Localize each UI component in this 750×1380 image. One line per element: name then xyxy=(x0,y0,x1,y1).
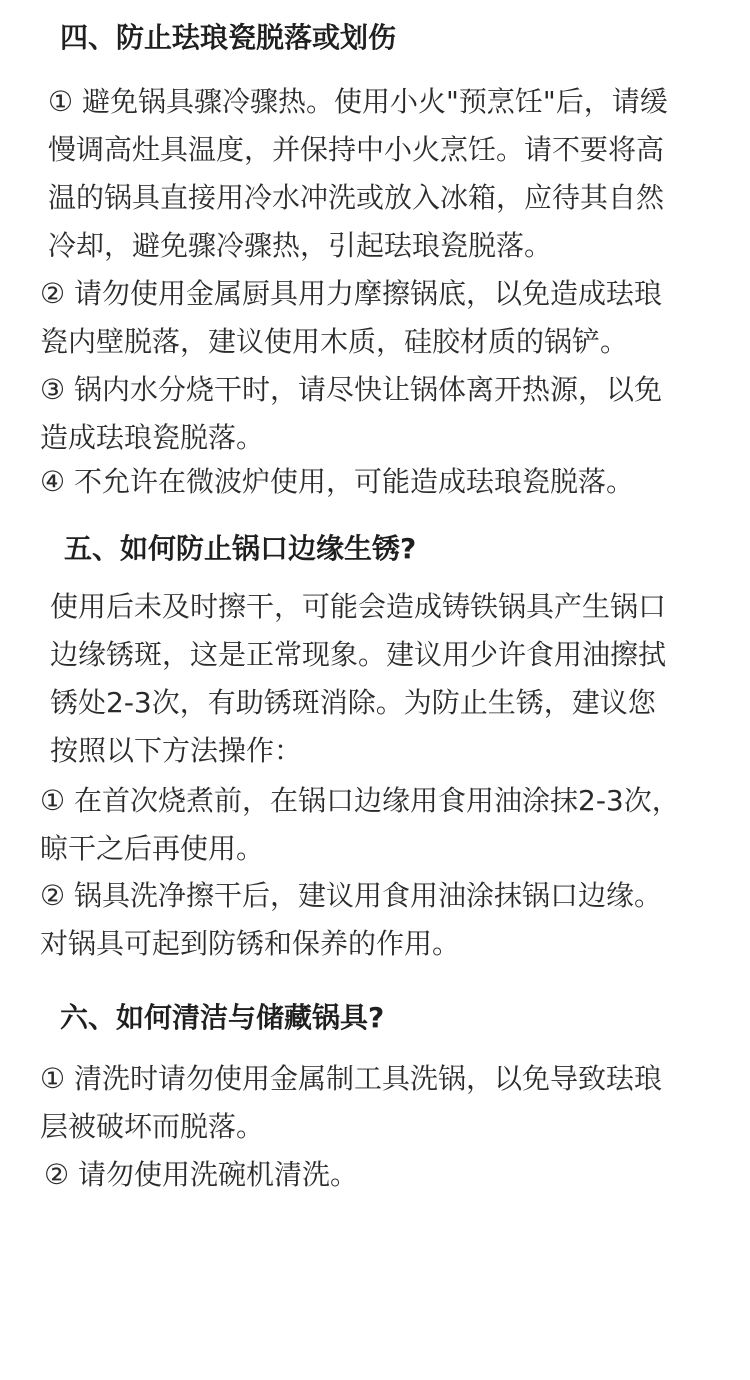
section-6-item-2 xyxy=(44,1151,358,1199)
text-line: ① 避免锅具骤冷骤热。使用小火"预烹饪"后，请缓 xyxy=(48,85,668,118)
text-line: 层被破坏而脱落。 xyxy=(40,1110,265,1143)
text-line: 边缘锈斑，这是正常现象。建议用少许食用油擦拭 xyxy=(50,638,667,671)
section-6-heading: 六、如何清洁与储藏锅具? xyxy=(60,1001,385,1034)
text-line: 瓷内壁脱落，建议使用木质，硅胶材质的锅铲。 xyxy=(40,325,629,358)
text-line: 晾干之后再使用。 xyxy=(40,832,265,865)
section-4-item-2 xyxy=(40,270,662,366)
text-line: 造成珐琅瓷脱落。 xyxy=(40,421,265,454)
section-5-item-1 xyxy=(40,777,680,873)
section-4-item-4 xyxy=(40,458,634,506)
text-line: 对锅具可起到防锈和保养的作用。 xyxy=(40,927,461,960)
section-6-item-1 xyxy=(40,1055,662,1151)
text-line: ② 请勿使用洗碗机清洗。 xyxy=(44,1158,359,1191)
text-line: ① 在首次烧煮前，在锅口边缘用食用油涂抹2-3次， xyxy=(40,784,680,817)
text-line: ② 锅具洗净擦干后，建议用食用油涂抹锅口边缘。 xyxy=(40,879,663,912)
text-line: ② 请勿使用金属厨具用力摩擦锅底，以免造成珐琅 xyxy=(40,277,663,310)
section-5-item-2 xyxy=(40,872,662,968)
text-line: 慢调高灶具温度，并保持中小火烹饪。请不要将高 xyxy=(48,133,665,166)
text-line: 使用后未及时擦干，可能会造成铸铁锅具产生锅口 xyxy=(50,590,667,623)
section-5-intro xyxy=(50,583,666,775)
text-line: 温的锅具直接用冷水冲洗或放入冰箱，应待其自然 xyxy=(48,181,665,214)
section-5-heading: 五、如何防止锅口边缘生锈? xyxy=(64,532,417,565)
section-4-item-3 xyxy=(40,366,662,462)
section-4-heading: 四、防止珐琅瓷脱落或划伤 xyxy=(60,21,397,54)
text-line: 按照以下方法操作： xyxy=(50,734,303,767)
section-4-item-1 xyxy=(48,78,668,270)
text-line: 冷却，避免骤冷骤热，引起珐琅瓷脱落。 xyxy=(48,229,553,262)
text-line: ① 清洗时请勿使用金属制工具洗锅，以免导致珐琅 xyxy=(40,1062,663,1095)
text-line: 锈处2-3次，有助锈斑消除。为防止生锈，建议您 xyxy=(50,686,656,719)
text-line: ③ 锅内水分烧干时，请尽快让锅体离开热源，以免 xyxy=(40,373,663,406)
text-line: ④ 不允许在微波炉使用，可能造成珐琅瓷脱落。 xyxy=(40,465,635,498)
